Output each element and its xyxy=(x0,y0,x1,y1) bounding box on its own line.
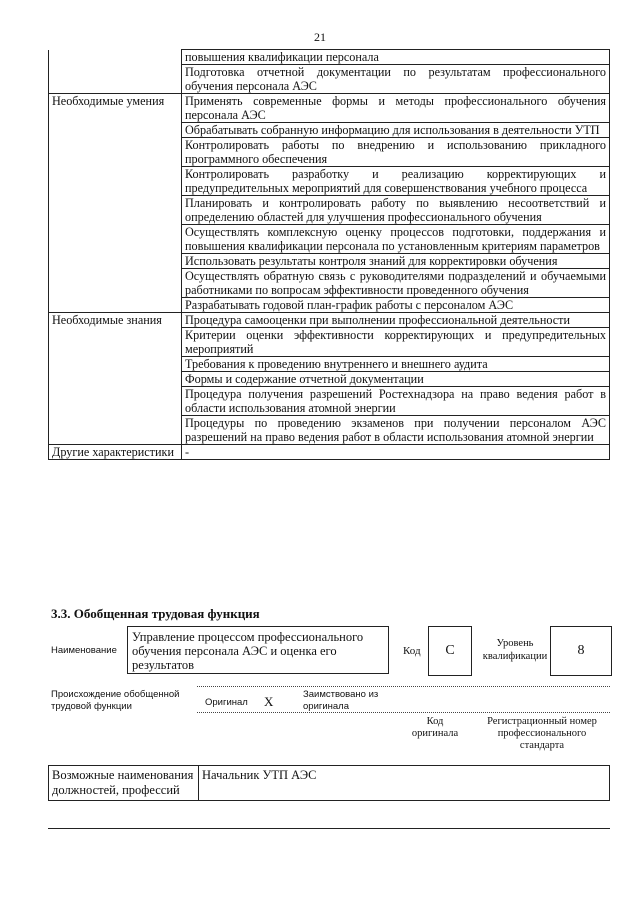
original-label: Оригинал xyxy=(205,697,248,708)
table-row xyxy=(49,445,610,460)
row-item: - xyxy=(182,445,610,460)
origin-label-1: Происхождение обобщенной xyxy=(51,689,180,700)
bottom-rule xyxy=(48,828,610,829)
row-item: Процедура самооценки при выполнении профессиональной деятельности xyxy=(182,313,610,328)
table-row xyxy=(49,94,610,123)
page-number: 21 xyxy=(314,30,326,44)
reg-number-label-3: стандарта xyxy=(519,740,565,751)
level-box: 8 xyxy=(550,626,612,676)
original-mark: X xyxy=(264,694,274,709)
row-group-label: Необходимые знания xyxy=(49,313,182,445)
row-item: Использовать результаты контроля знаний для корректировки обучения xyxy=(182,254,610,269)
row-item: Контролировать работы по внедрению и использованию прикладного программного обеспечения xyxy=(182,138,610,167)
level-label-2: квалификации xyxy=(482,651,548,662)
row-item: Процедура получения разрешений Ростехнадзора на право ведения работ в области использования атомной энергии xyxy=(182,387,610,416)
row-item: Критерии оценки эффективности корректирующих и предупредительных мероприятий xyxy=(182,328,610,357)
row-group-label: Необходимые умения xyxy=(49,94,182,313)
row-item: Применять современные формы и методы профессионального обучения персонала АЭС xyxy=(182,94,610,123)
row-item: Осуществлять комплексную оценку процессов подготовки, поддержания и повышения квалификации персонала по установленным критериям параметров xyxy=(182,225,610,254)
row-item: Требования к проведению внутреннего и внешнего аудита xyxy=(182,357,610,372)
code-origin-label-2: оригинала xyxy=(411,728,459,739)
function-name-box: Управление процессом профессионального обучения персонала АЭС и оценка его результатов xyxy=(127,626,389,674)
positions-value: Начальник УТП АЭС xyxy=(199,766,610,801)
name-label: Наименование xyxy=(51,645,117,656)
row-item: Контролировать разработку и реализацию корректирующих и предупредительных мероприятий для совершенствования учебного процесса xyxy=(182,167,610,196)
row-item: повышения квалификации персонала xyxy=(182,50,610,65)
row-item: Формы и содержание отчетной документации xyxy=(182,372,610,387)
level-label-1: Уровень xyxy=(496,638,534,649)
dotted-line-bottom xyxy=(197,712,610,713)
code-label: Код xyxy=(403,645,421,657)
reg-number-label-1: Регистрационный номер xyxy=(487,716,597,727)
row-item: Разрабатывать годовой план-график работы с персоналом АЭС xyxy=(182,298,610,313)
code-box: C xyxy=(428,626,472,676)
row-group-label xyxy=(49,50,182,94)
table-row xyxy=(49,313,610,328)
positions-table xyxy=(48,765,610,801)
reg-number-label-2: профессионального xyxy=(497,728,587,739)
row-item: Планировать и контролировать работу по выявлению несоответствий и определению областей для улучшения профессионального обучения xyxy=(182,196,610,225)
borrowed-label-1: Заимствовано из xyxy=(303,689,379,700)
row-item: Подготовка отчетной документации по результатам профессионального обучения персонала АЭС xyxy=(182,65,610,94)
section-title: 3.3. Обобщенная трудовая функция xyxy=(51,606,260,621)
row-item: Процедуры по проведению экзаменов при получении персоналом АЭС разрешений на право ведения работ в области использования атомной энергии xyxy=(182,416,610,445)
row-item: Обрабатывать собранную информацию для использования в деятельности УТП xyxy=(182,123,610,138)
dotted-line-top xyxy=(197,686,610,687)
row-group-label: Другие характеристики xyxy=(49,445,182,460)
row-item: Осуществлять обратную связь с руководителями подразделений и обучаемыми работниками по вопросам эффективности проведенного обучения xyxy=(182,269,610,298)
code-origin-label-1: Код xyxy=(426,716,444,727)
skills-knowledge-table xyxy=(48,49,610,460)
origin-label-2: трудовой функции xyxy=(51,701,132,712)
table-row xyxy=(49,50,610,65)
positions-label: Возможные наименования должностей, профессий xyxy=(49,766,199,801)
borrowed-label-2: оригинала xyxy=(303,701,350,712)
